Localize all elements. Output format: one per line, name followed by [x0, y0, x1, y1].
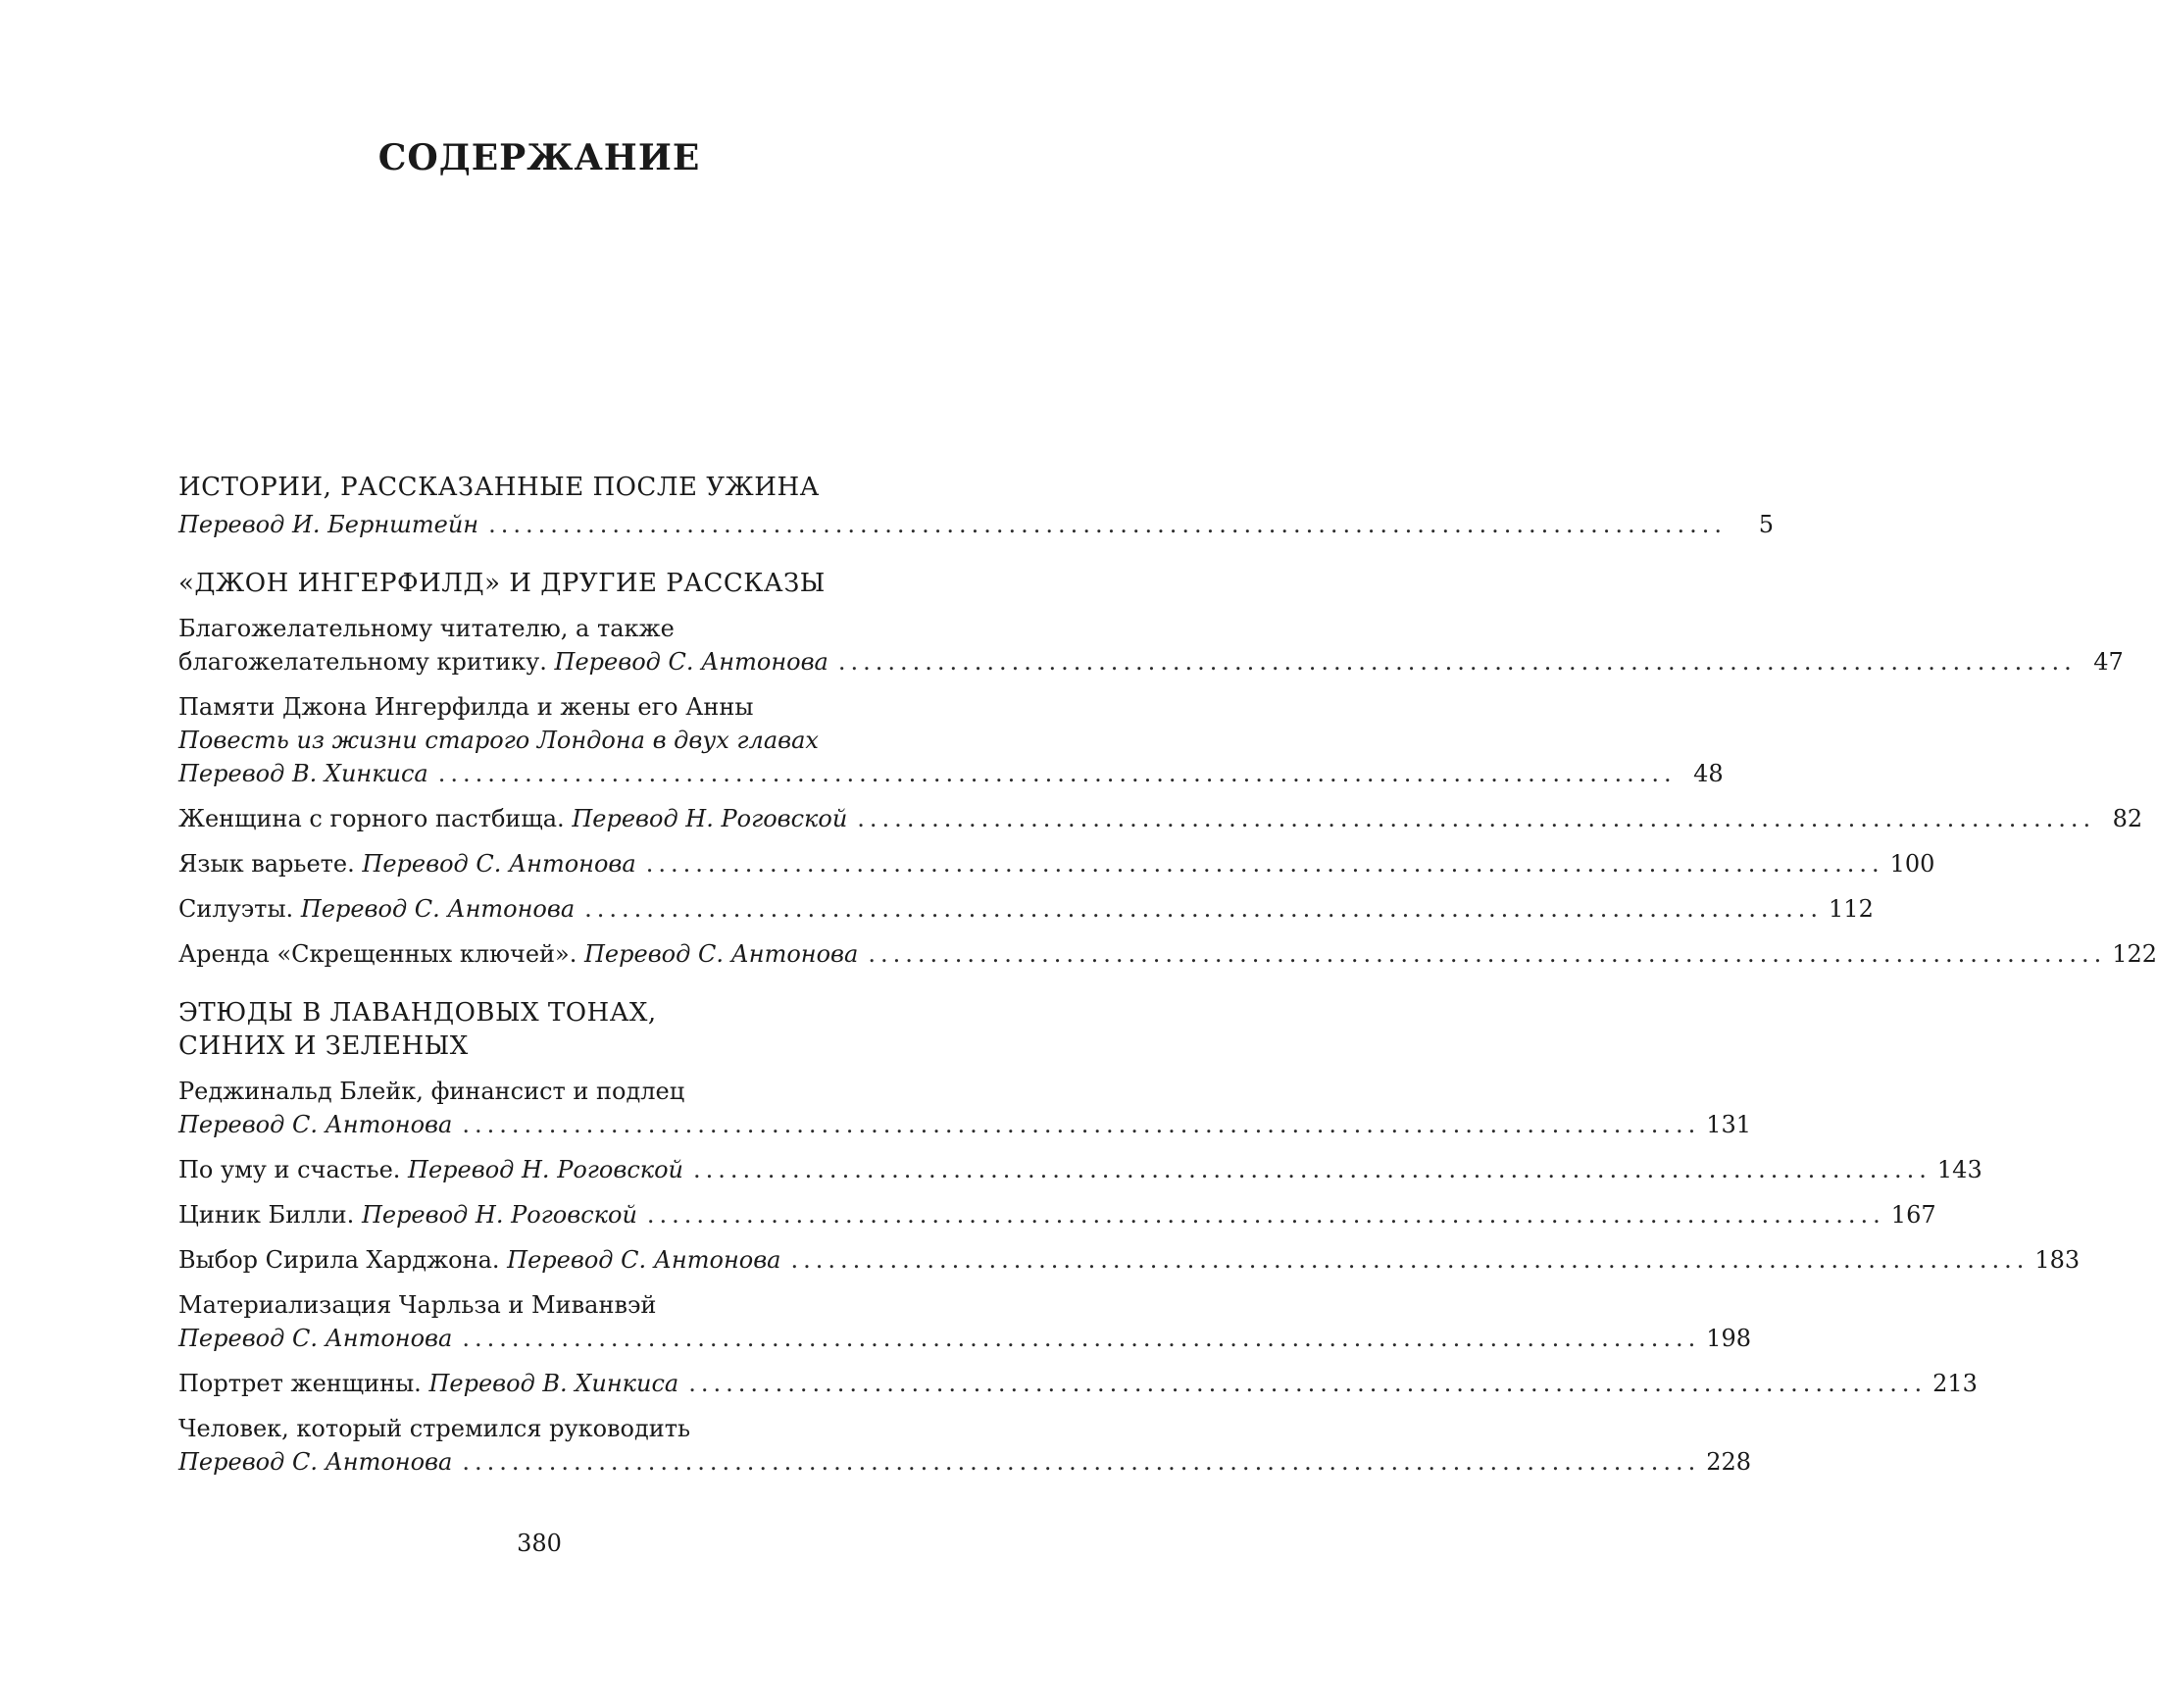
entry-page: 122 — [2112, 940, 2157, 968]
toc-entry[interactable] — [178, 1153, 1982, 1186]
dot-leader: .................................................................................................... — [868, 940, 2107, 968]
toc-entry[interactable] — [178, 847, 1935, 880]
entry-translator: Перевод С. Антонова — [178, 1325, 453, 1352]
dot-leader: .................................................................................................... — [645, 850, 1884, 878]
entry-subtitle: Повесть из жизни старого Лондона в двух главах — [178, 727, 819, 754]
entry-translator: Перевод С. Антонова — [507, 1246, 781, 1274]
entry-translator: Перевод Н. Роговской — [572, 805, 848, 832]
entry-title: По уму и счастье. — [178, 1156, 401, 1183]
toc-entry[interactable] — [178, 690, 1724, 790]
entry-page: 143 — [1936, 1156, 1982, 1183]
toc-entry[interactable] — [178, 1075, 1752, 1141]
entry-page: 183 — [2034, 1246, 2081, 1274]
entry-title: Благожелательному читателю, а также — [178, 615, 675, 642]
entry-page: 82 — [2112, 805, 2143, 832]
dot-leader: .................................................................................................... — [462, 1111, 1701, 1138]
entry-translator: Перевод В. Хинкиса — [428, 1370, 679, 1397]
entry-page: 131 — [1706, 1111, 1752, 1138]
entry-translator: Перевод И. Бернштейн — [178, 511, 479, 538]
page-number: 380 — [517, 1530, 562, 1557]
entry-page: 213 — [1932, 1370, 1978, 1397]
entry-title: Циник Билли. — [178, 1201, 355, 1229]
section-title: «ДЖОН ИНГЕРФИЛД» И ДРУГИЕ РАССКАЗЫ — [178, 569, 826, 598]
entry-translator: Перевод Н. Роговской — [361, 1201, 637, 1229]
entry-title: Реджинальд Блейк, финансист и подлец — [178, 1078, 685, 1105]
entry-translator: Перевод С. Антонова — [584, 940, 859, 968]
dot-leader: .................................................................................................... — [688, 1370, 1928, 1397]
toc-entry[interactable] — [178, 508, 1775, 541]
entry-translator: Перевод С. Антонова — [178, 1111, 453, 1138]
toc-entry[interactable] — [178, 1367, 1978, 1400]
entry-title: Силуэты. — [178, 895, 294, 923]
toc-entry[interactable] — [178, 1198, 1936, 1231]
entry-translator: Перевод В. Хинкиса — [178, 760, 428, 787]
entry-title: Материализация Чарльза и Миванвэй — [178, 1291, 657, 1319]
entry-title: Памяти Джона Ингерфилда и жены его Анны — [178, 693, 754, 721]
toc-entry[interactable] — [178, 802, 2143, 835]
entry-title: Человек, который стремился руководить — [178, 1415, 691, 1442]
entry-translator: Перевод С. Антонова — [554, 648, 828, 676]
entry-title: Аренда «Скрещенных ключей». — [178, 940, 577, 968]
dot-leader: .................................................................................................... — [584, 895, 1824, 923]
entry-title-cont: благожелательному критику. — [178, 648, 547, 676]
entry-translator: Перевод С. Антонова — [178, 1448, 453, 1476]
entry-page: 228 — [1706, 1448, 1752, 1476]
entry-page: 112 — [1829, 895, 1874, 923]
section-title: ЭТЮДЫ В ЛАВАНДОВЫХ ТОНАХ, СИНИХ И ЗЕЛЕНЫХ — [178, 998, 657, 1061]
page-title: СОДЕРЖАНИЕ — [377, 137, 701, 178]
entry-translator: Перевод С. Антонова — [300, 895, 576, 923]
table-of-contents — [178, 471, 2157, 1504]
entry-page: 198 — [1706, 1325, 1752, 1352]
entry-title: Выбор Сирила Харджона. — [178, 1246, 500, 1274]
toc-section — [178, 471, 1775, 541]
dot-leader: .................................................................................................... — [488, 511, 1728, 538]
toc-entry[interactable] — [178, 1412, 1752, 1479]
toc-entry[interactable] — [178, 612, 2124, 678]
entry-page: 100 — [1889, 850, 1935, 878]
entry-title: Портрет женщины. — [178, 1370, 422, 1397]
dot-leader: .................................................................................................... — [790, 1246, 2030, 1274]
entry-translator: Перевод С. Антонова — [362, 850, 636, 878]
toc-section — [178, 996, 2081, 1479]
toc-entry[interactable] — [178, 1243, 2081, 1277]
dot-leader: .................................................................................................... — [462, 1448, 1701, 1476]
entry-translator: Перевод Н. Роговской — [408, 1156, 684, 1183]
toc-entry[interactable] — [178, 892, 1874, 926]
toc-entry[interactable] — [178, 1288, 1752, 1355]
dot-leader: .................................................................................................... — [646, 1201, 1885, 1229]
entry-page: 48 — [1693, 760, 1724, 787]
dot-leader: .................................................................................................... — [857, 805, 2096, 832]
entry-title: Язык варьете. — [178, 850, 355, 878]
dot-leader: .................................................................................................... — [837, 648, 2077, 676]
dot-leader: .................................................................................................... — [693, 1156, 1931, 1183]
dot-leader: .................................................................................................... — [437, 760, 1677, 787]
entry-page: 5 — [1758, 511, 1775, 538]
section-title: ИСТОРИИ, РАССКАЗАННЫЕ ПОСЛЕ УЖИНА — [178, 473, 820, 502]
toc-section — [178, 567, 2157, 971]
entry-page: 47 — [2093, 648, 2124, 676]
dot-leader: .................................................................................................... — [462, 1325, 1701, 1352]
entry-title: Женщина с горного пастбища. — [178, 805, 565, 832]
toc-entry[interactable] — [178, 937, 2157, 971]
entry-page: 167 — [1890, 1201, 1936, 1229]
